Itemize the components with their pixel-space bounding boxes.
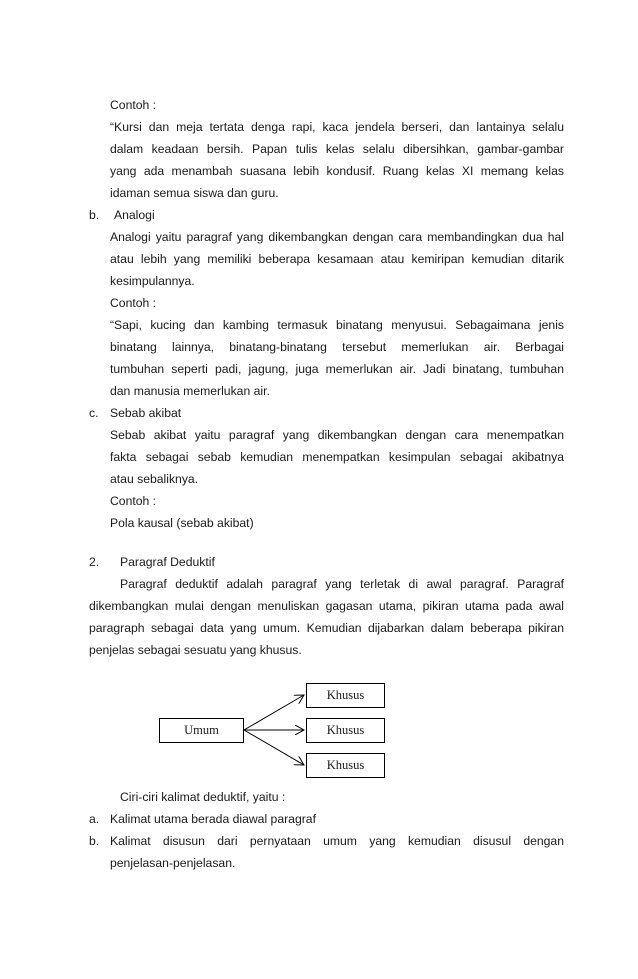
paragraph-line: Paragraf deduktif adalah paragraf yang terletak di awal paragraf. Paragraf — [120, 577, 564, 591]
example-line: dalam keadaan bersih. Papan tulis kelas selalu dibersihkan, gambar-gambar — [110, 142, 564, 156]
definition-line: Analogi yaitu paragraf yang dikembangkan dengan cara membandingkan dua hal — [110, 230, 564, 244]
section-number: 2. — [89, 555, 100, 569]
ciri-item-line: penjelasan-penjelasan. — [110, 856, 236, 870]
example-line: idaman semua siswa dan guru. — [110, 186, 279, 200]
example-line: “Kursi dan meja tertata denga rapi, kaca jendela berseri, dan lantainya selalu — [110, 120, 564, 134]
example-line: binatang lainnya, binatang-binatang tersebut memerlukan air. Berbagai — [110, 340, 564, 354]
arrow-to-khusus-3 — [244, 730, 304, 765]
definition-line: kesimpulannya. — [110, 274, 195, 288]
example-line: yang ada menambah suasana lebih kondusif. Ruang kelas XI memang kelas — [110, 164, 564, 178]
list-marker: c. — [89, 406, 99, 420]
example-line: “Sapi, kucing dan kambing termasuk binatang menyusui. Sebagaimana jenis — [110, 318, 564, 332]
ciri-item-line: Kalimat utama berada diawal paragraf — [110, 812, 316, 826]
definition-line: atau lebih yang memiliki beberapa kesamaan atau kemiripan kemudian ditarik — [110, 252, 564, 266]
definition-line: atau sebaliknya. — [110, 472, 199, 486]
list-marker: a. — [89, 812, 100, 826]
umum-box: Umum — [159, 718, 244, 743]
example-label: Contoh : — [110, 296, 157, 310]
arrow-to-khusus-1 — [244, 695, 304, 730]
paragraph-line: penjelas sebagai sesuatu yang khusus. — [89, 643, 302, 657]
khusus-box: Khusus — [306, 718, 385, 743]
list-marker: b. — [89, 208, 100, 222]
section-title: Sebab akibat — [110, 406, 182, 420]
paragraph-line: paragraph sebagai data yang umum. Kemudian dijabarkan dalam beberapa pikiran — [89, 621, 564, 635]
ciri-intro: Ciri-ciri kalimat deduktif, yaitu : — [120, 790, 286, 804]
khusus-box: Khusus — [306, 683, 385, 708]
example-text: Pola kausal (sebab akibat) — [110, 516, 254, 530]
section-title: Analogi — [114, 208, 155, 222]
example-line: dan manusia memerlukan air. — [110, 384, 270, 398]
paragraph-line: dikembangkan mulai dengan menuliskan gagasan utama, pikiran utama pada awal — [89, 599, 564, 613]
definition-line: fakta sebagai sebab kemudian menempatkan kesimpulan sebagai akibatnya — [110, 450, 564, 464]
section-heading: Paragraf Deduktif — [120, 555, 215, 569]
definition-line: Sebab akibat yaitu paragraf yang dikembangkan dengan cara menempatkan — [110, 428, 564, 442]
example-label: Contoh : — [110, 98, 157, 112]
example-line: tumbuhan seperti padi, jagung, juga memerlukan air. Jadi binatang, tumbuhan — [110, 362, 564, 376]
ciri-item-line: Kalimat disusun dari pernyataan umum yang kemudian disusul dengan — [110, 834, 564, 848]
khusus-box: Khusus — [306, 753, 385, 778]
example-label: Contoh : — [110, 494, 157, 508]
list-marker: b. — [89, 834, 100, 848]
